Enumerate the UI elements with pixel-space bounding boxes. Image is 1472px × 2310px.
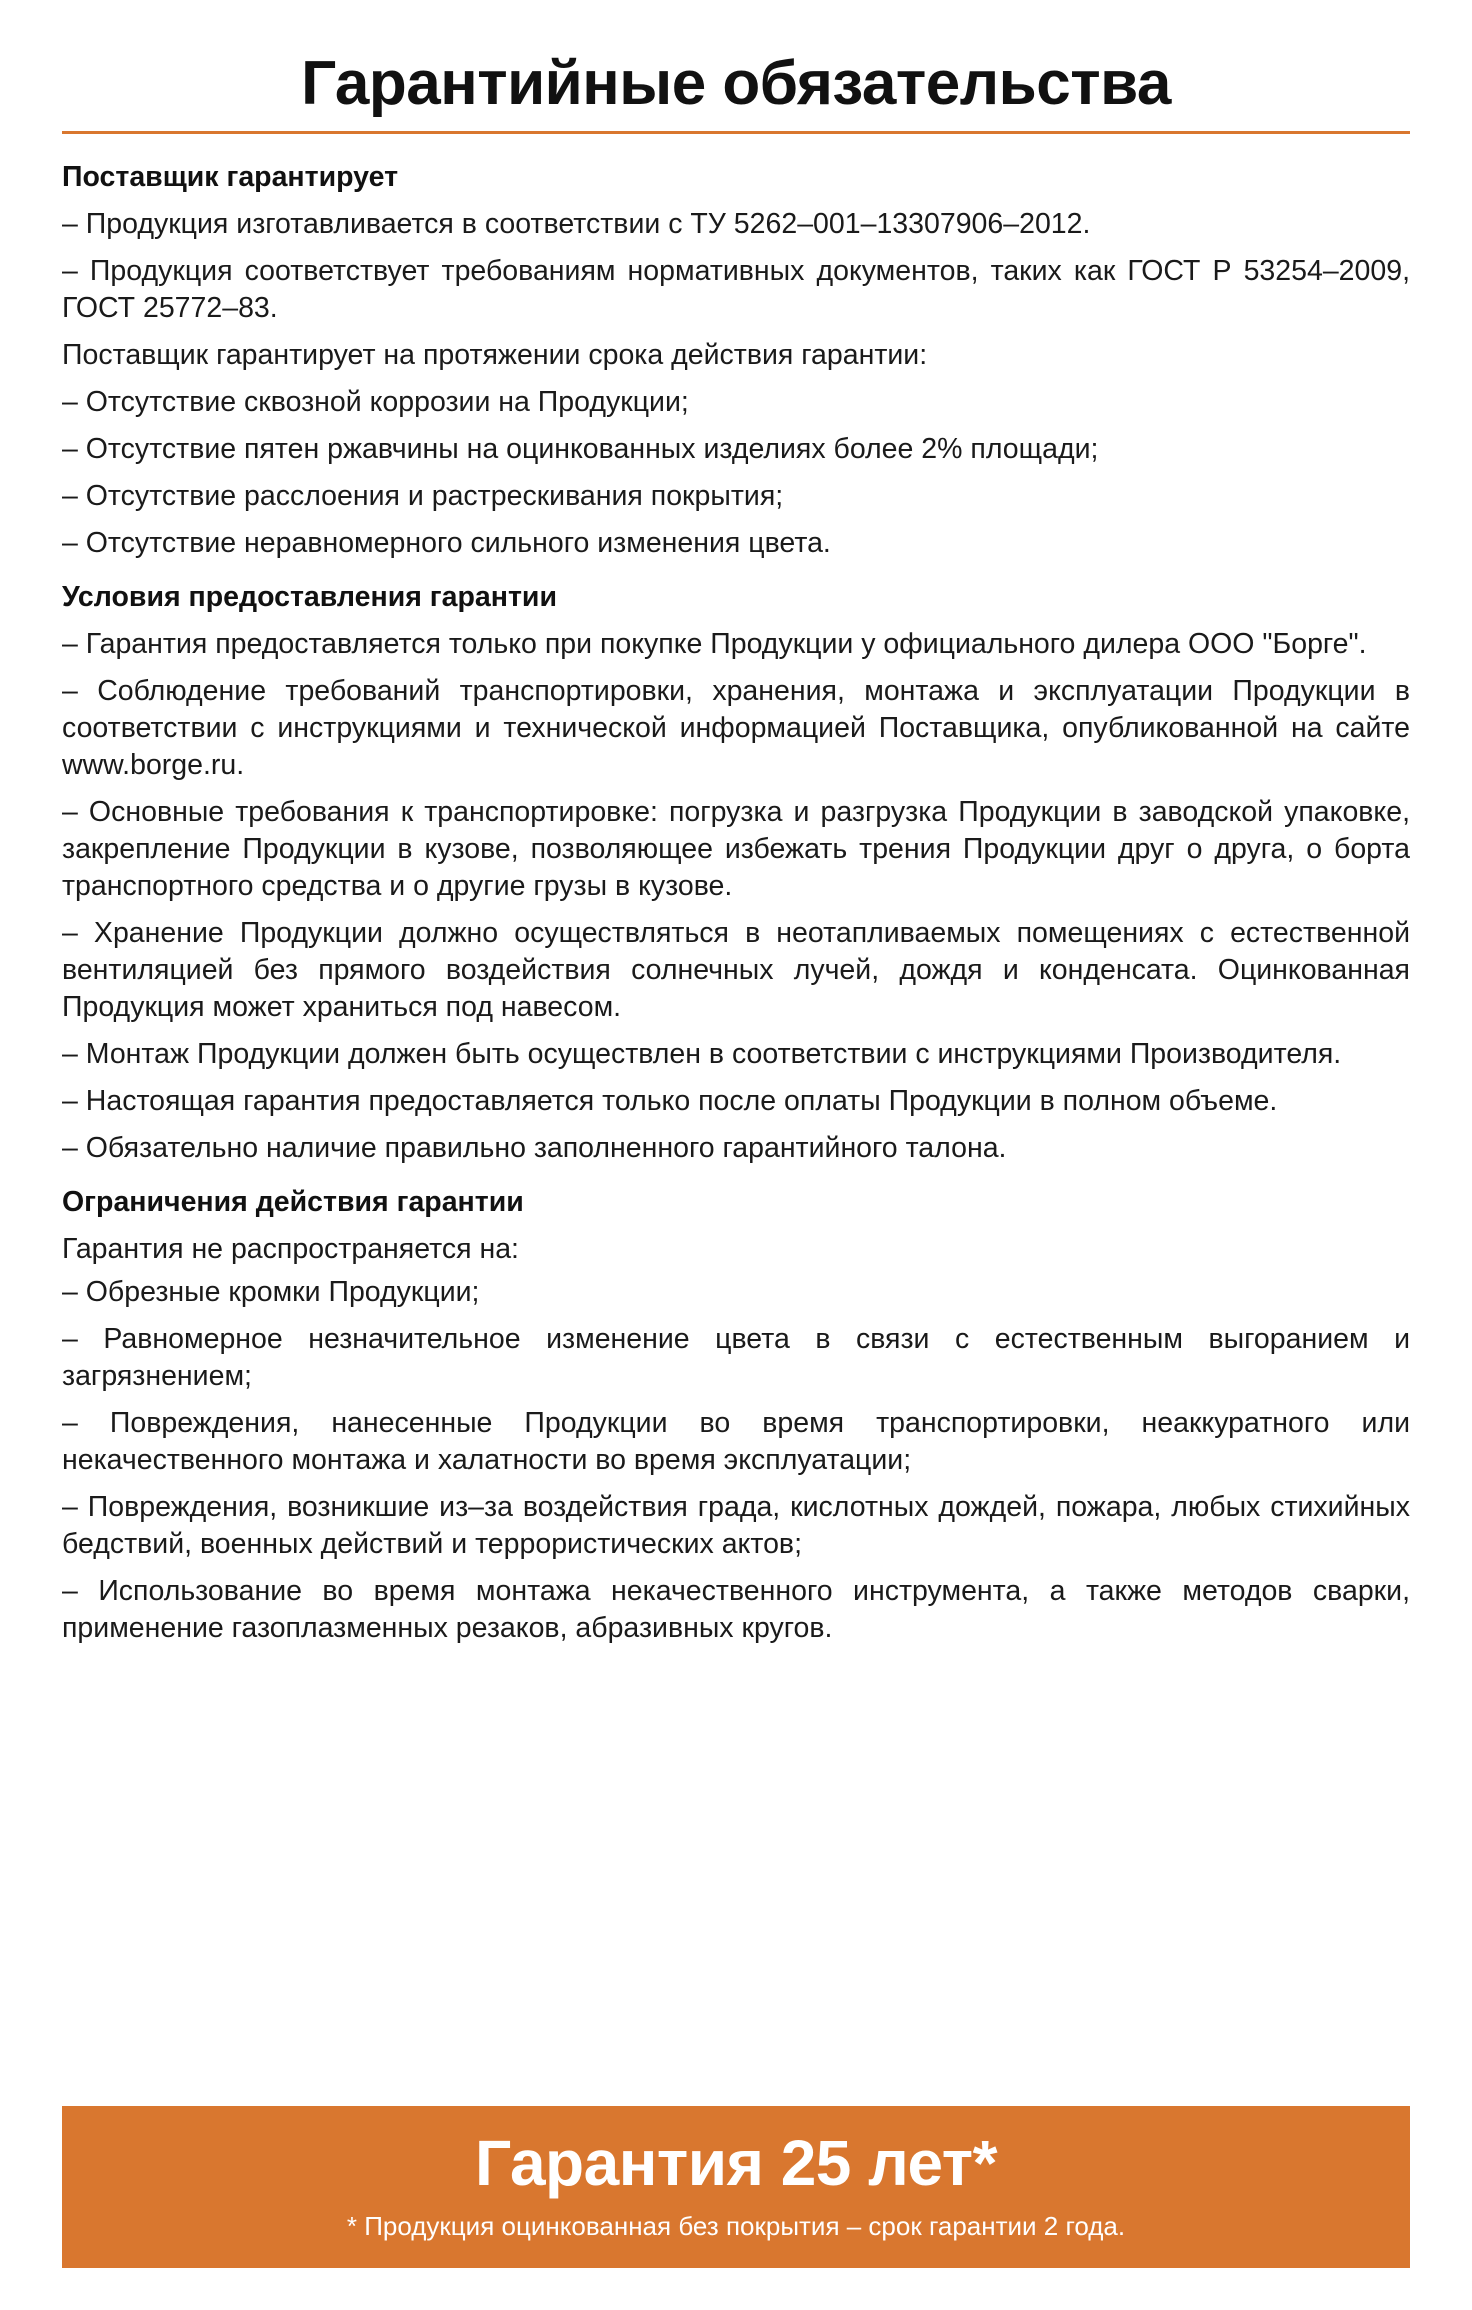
list-item: – Отсутствие неравномерного сильного изменения цвета. [62, 526, 831, 559]
page-title: Гарантийные обязательства [301, 49, 1171, 118]
section-heading-warranty-conditions: Условия предоставления гарантии [62, 581, 557, 613]
paragraph: Гарантия не распространяется на: [62, 1232, 519, 1265]
warranty-banner-headline: Гарантия 25 лет* [475, 2126, 997, 2199]
warranty-document-page [0, 48, 1472, 2310]
section-heading-supplier-guarantees: Поставщик гарантирует [62, 161, 399, 193]
paragraph: – Продукция изготавливается в соответствии с ТУ 5262–001–13307906–2012. [62, 207, 1091, 240]
list-item: – Отсутствие сквозной коррозии на Продукции; [62, 385, 689, 418]
list-item: – Использование во время монтажа некачественного инструмента, а также методов сварки, применение газоплазменных резаков, абразивных кругов. [62, 1575, 1410, 1645]
warranty-banner-footnote: * Продукция оцинкованная без покрытия – срок гарантии 2 года. [346, 2210, 1126, 2241]
list-item: – Соблюдение требований транспортировки, хранения, монтажа и эксплуатации Продукции в соответствии с инструкциями и технической информацией Поставщика, опубликованной на сайте www.borge.ru. [62, 674, 1410, 781]
warranty-banner [62, 2106, 1410, 2268]
list-item: – Настоящая гарантия предоставляется только после оплаты Продукции в полном объеме. [62, 1085, 1278, 1118]
list-item: – Гарантия предоставляется только при покупке Продукции у официального дилера ООО "Борге". [62, 627, 1367, 660]
section-heading-warranty-limitations: Ограничения действия гарантии [62, 1186, 524, 1219]
list-item: – Основные требования к транспортировке: погрузка и разгрузка Продукции в заводской упаковке, закрепление Продукции в кузове, позволяющее избежать трения Продукции друг о друга, о борта транспортного средства и о другие грузы в кузове. [62, 795, 1410, 902]
list-item: – Монтаж Продукции должен быть осуществлен в соответствии с инструкциями Производителя. [62, 1038, 1342, 1071]
paragraph: Поставщик гарантирует на протяжении срока действия гарантии: [62, 338, 928, 371]
list-item: – Повреждения, нанесенные Продукции во время транспортировки, неаккуратного или некачественного монтажа и халатности во время эксплуатации; [62, 1407, 1410, 1477]
list-item: – Хранение Продукции должно осуществляться в неотапливаемых помещениях с естественной вентиляцией без прямого воздействия солнечных лучей, дождя и конденсата. Оцинкованная Продукция может храниться под навесом. [62, 916, 1410, 1024]
title-divider [62, 131, 1410, 134]
paragraph: – Продукция соответствует требованиям нормативных документов, таких как ГОСТ Р 53254–2009, ГОСТ 25772–83. [62, 254, 1410, 324]
list-item: – Отсутствие расслоения и растрескивания покрытия; [62, 479, 784, 512]
list-item: – Отсутствие пятен ржавчины на оцинкованных изделиях более 2% площади; [62, 432, 1099, 465]
list-item: – Обязательно наличие правильно заполненного гарантийного талона. [62, 1132, 1007, 1165]
list-item: – Повреждения, возникшие из–за воздействия града, кислотных дождей, пожара, любых стихийных бедствий, военных действий и террористических актов; [62, 1491, 1410, 1561]
list-item: – Обрезные кромки Продукции; [62, 1275, 480, 1308]
list-item: – Равномерное незначительное изменение цвета в связи с естественным выгоранием и загрязнением; [62, 1322, 1410, 1392]
